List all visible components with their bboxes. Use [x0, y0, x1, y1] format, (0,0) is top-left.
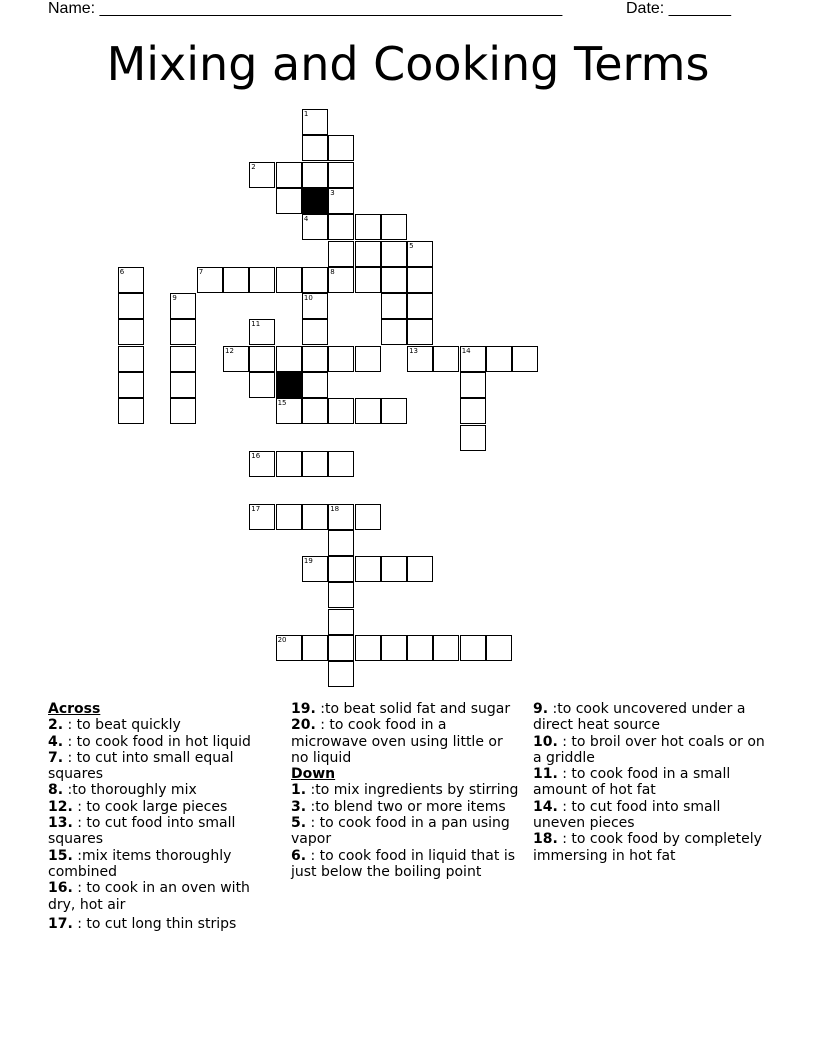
grid-cell[interactable]: [276, 162, 302, 188]
clue-down-6: 6. : to cook food in liquid that is just below the boiling point: [291, 847, 516, 880]
grid-cell[interactable]: [276, 346, 302, 372]
grid-cell[interactable]: [328, 241, 354, 267]
grid-cell[interactable]: [170, 398, 196, 424]
clue-number: 14: [461, 346, 471, 355]
grid-cell[interactable]: [381, 241, 407, 267]
worksheet-header: [48, 0, 748, 20]
grid-cell[interactable]: [118, 293, 144, 319]
clue-number: 3: [330, 188, 335, 197]
grid-cell[interactable]: [249, 451, 275, 477]
grid-cell[interactable]: [328, 530, 354, 556]
clue-down-18: 18. : to cook food by completely immersing in hot fat: [533, 831, 762, 864]
grid-cell[interactable]: [355, 398, 381, 424]
clue-down-9: 9. :to cook uncovered under a direct heat source: [533, 701, 746, 734]
across-heading: Across: [48, 701, 101, 717]
grid-cell[interactable]: [302, 372, 328, 398]
grid-cell[interactable]: [302, 504, 328, 530]
grid-cell[interactable]: [381, 398, 407, 424]
grid-cell[interactable]: [328, 267, 354, 293]
clue-across-7: 7. : to cut into small equal squares: [48, 749, 234, 783]
grid-cell[interactable]: [381, 293, 407, 319]
page-title: Mixing and Cooking Terms: [106, 37, 710, 91]
grid-cell[interactable]: [276, 504, 302, 530]
grid-cell[interactable]: [355, 635, 381, 661]
clue-across-8: 8. :to thoroughly mix: [48, 782, 197, 799]
grid-cell[interactable]: [460, 425, 486, 451]
grid-cell[interactable]: [223, 267, 249, 293]
clue-number: 19: [303, 557, 313, 566]
grid-cell[interactable]: [223, 346, 249, 372]
clue-number: 15: [277, 399, 287, 408]
grid-cell[interactable]: [249, 346, 275, 372]
grid-cell[interactable]: [328, 214, 354, 240]
grid-cell[interactable]: [433, 635, 459, 661]
grid-cell[interactable]: [486, 635, 512, 661]
grid-cell[interactable]: [355, 346, 381, 372]
grid-cell[interactable]: [512, 346, 538, 372]
grid-cell[interactable]: [381, 267, 407, 293]
down-heading: Down: [291, 766, 336, 783]
grid-cell[interactable]: [302, 319, 328, 345]
grid-cell[interactable]: [328, 661, 354, 687]
clue-number: 10: [303, 294, 313, 303]
clue-across-19: 19. :to beat solid fat and sugar: [291, 701, 511, 717]
grid-cell[interactable]: [249, 319, 275, 345]
grid-cell[interactable]: [170, 293, 196, 319]
grid-cell[interactable]: [328, 582, 354, 608]
clue-number: 9: [172, 294, 177, 303]
grid-cell[interactable]: [302, 214, 328, 240]
grid-cell[interactable]: [118, 398, 144, 424]
clue-number: 8: [330, 267, 335, 276]
clue-across-20: 20. : to cook food in a microwave oven using little or no liquid: [291, 717, 503, 766]
grid-cell[interactable]: [460, 635, 486, 661]
grid-cell[interactable]: [276, 635, 302, 661]
clue-across-16: 16. : to cook in an oven with dry, hot air: [48, 880, 250, 913]
clue-down-5: 5. : to cook food in a pan using vapor: [291, 815, 510, 848]
clue-column-2: [291, 701, 519, 880]
grid-cell[interactable]: [407, 635, 433, 661]
grid-cell[interactable]: [118, 346, 144, 372]
grid-cell[interactable]: [249, 267, 275, 293]
grid-cell[interactable]: [381, 319, 407, 345]
grid-cell[interactable]: [170, 346, 196, 372]
grid-cell[interactable]: [460, 372, 486, 398]
clue-down-11: 11. : to cook food in a small amount of hot fat: [533, 766, 731, 799]
clue-column-1: [48, 701, 273, 932]
grid-cell[interactable]: [355, 241, 381, 267]
grid-cell[interactable]: [355, 214, 381, 240]
clue-number: 12: [225, 346, 234, 355]
grid-cell[interactable]: [249, 372, 275, 398]
clue-down-1: 1. :to mix ingredients by stirring: [291, 782, 519, 799]
clue-across-17: 17. : to cut long thin strips: [48, 915, 237, 932]
grid-cell[interactable]: [302, 135, 328, 161]
grid-cell[interactable]: [302, 267, 328, 293]
grid-cell[interactable]: [328, 504, 354, 530]
grid-cell[interactable]: [355, 267, 381, 293]
grid-cell[interactable]: [355, 556, 381, 582]
grid-cell[interactable]: [460, 346, 486, 372]
clue-column-3: [533, 701, 769, 864]
grid-cell[interactable]: [276, 451, 302, 477]
grid-cell[interactable]: [249, 162, 275, 188]
clue-number: 6: [119, 267, 125, 276]
clue-number: 18: [330, 504, 340, 513]
grid-cell[interactable]: [407, 293, 433, 319]
clue-number: 1: [303, 110, 309, 118]
name-field[interactable]: Name: ____________________________________________________: [48, 0, 563, 17]
grid-cell[interactable]: [407, 346, 433, 372]
clue-number: 7: [198, 267, 204, 276]
grid-cell[interactable]: [118, 267, 144, 293]
grid-cell[interactable]: [328, 135, 354, 161]
grid-cell[interactable]: [328, 609, 354, 635]
clue-across-12: 12. : to cook large pieces: [48, 798, 228, 815]
grid-cell[interactable]: [328, 635, 354, 661]
clue-number: 13: [409, 346, 419, 355]
grid-cell[interactable]: [276, 188, 302, 214]
grid-cell[interactable]: [381, 214, 407, 240]
grid-cell[interactable]: [118, 372, 144, 398]
black-cell: [302, 188, 328, 214]
clue-down-3: 3. :to blend two or more items: [291, 798, 506, 815]
grid-cell[interactable]: [381, 635, 407, 661]
grid-cell[interactable]: [302, 162, 328, 188]
grid-cell[interactable]: [407, 556, 433, 582]
grid-cell[interactable]: [302, 556, 328, 582]
grid-cell[interactable]: [118, 319, 144, 345]
grid-cell[interactable]: [381, 556, 407, 582]
grid-cell[interactable]: [407, 319, 433, 345]
date-field[interactable]: Date: _______: [626, 0, 731, 17]
grid-cell[interactable]: [170, 319, 196, 345]
clue-number: 16: [251, 451, 261, 460]
grid-cell[interactable]: [433, 346, 459, 372]
clue-number: 5: [409, 241, 414, 250]
grid-cell[interactable]: [328, 162, 354, 188]
grid-cell[interactable]: [249, 504, 275, 530]
grid-cell[interactable]: [302, 346, 328, 372]
grid-cell[interactable]: [302, 398, 328, 424]
clue-across-2: 2. : to beat quickly: [48, 717, 181, 734]
grid-cell[interactable]: [170, 372, 196, 398]
grid-cell[interactable]: [328, 346, 354, 372]
black-cell: [276, 372, 302, 398]
grid-cell[interactable]: [197, 267, 223, 293]
grid-cell[interactable]: [328, 188, 354, 214]
clue-number: 4: [303, 215, 309, 224]
clue-down-10: 10. : to broil over hot coals or on a griddle: [533, 733, 765, 766]
clue-number: 20: [277, 636, 287, 644]
clue-number: 17: [251, 504, 261, 513]
grid-cell[interactable]: [276, 267, 302, 293]
clue-across-4: 4. : to cook food in hot liquid: [48, 733, 251, 750]
grid-cell[interactable]: [276, 398, 302, 424]
grid-cell[interactable]: [486, 346, 512, 372]
grid-cell[interactable]: [302, 109, 328, 135]
grid-cell[interactable]: [328, 451, 354, 477]
clue-down-14: 14. : to cut food into small uneven pieces: [533, 798, 721, 832]
grid-cell[interactable]: [302, 635, 328, 661]
clue-number: 2: [251, 162, 256, 171]
grid-cell[interactable]: [328, 556, 354, 582]
grid-cell[interactable]: [460, 398, 486, 424]
grid-cell[interactable]: [355, 504, 381, 530]
grid-cell[interactable]: [328, 398, 354, 424]
grid-cell[interactable]: [302, 293, 328, 319]
clue-across-15: 15. :mix items thoroughly combined: [48, 847, 232, 880]
grid-cell[interactable]: [407, 267, 433, 293]
grid-cell[interactable]: [407, 241, 433, 267]
grid-cell[interactable]: [302, 451, 328, 477]
clue-number: 11: [251, 320, 261, 329]
clue-across-13: 13. : to cut food into small squares: [48, 815, 236, 848]
